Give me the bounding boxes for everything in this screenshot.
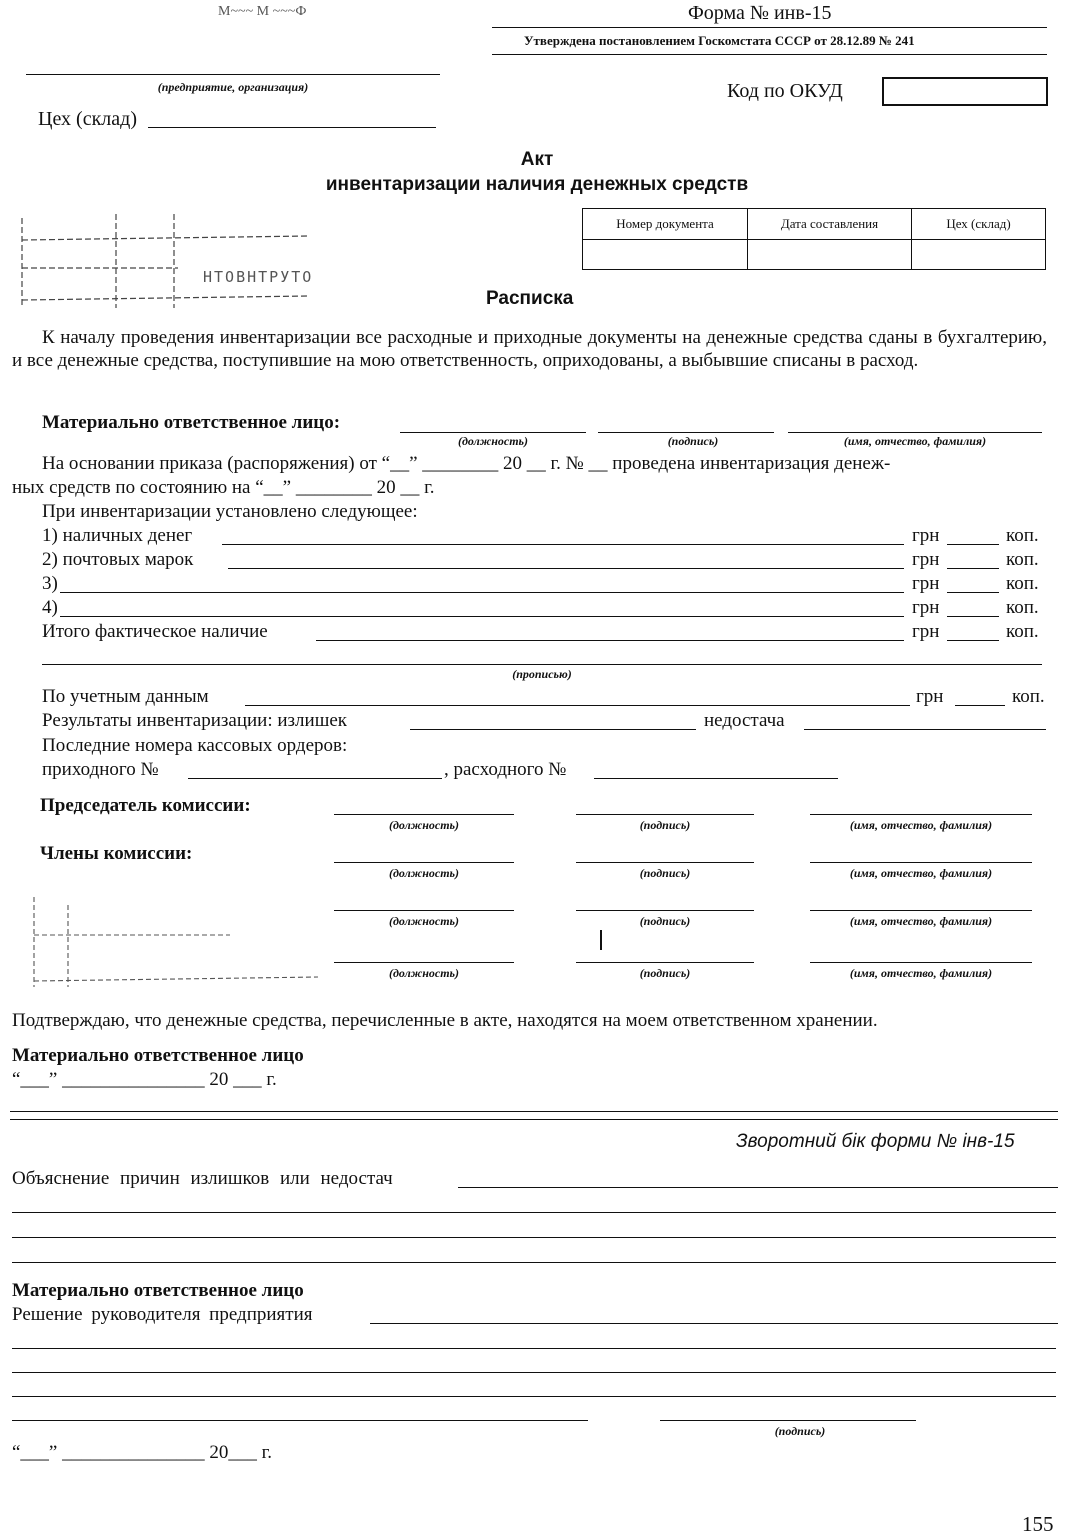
caption-position: (должность) (388, 818, 460, 832)
item-amount-field[interactable] (60, 616, 904, 617)
explanation-field[interactable] (458, 1187, 1058, 1188)
col-doc-number: Номер документа (583, 209, 748, 240)
caption-signature: (подпись) (639, 818, 691, 832)
item-kop-field[interactable] (947, 616, 999, 617)
signature-caption: (подпись) (774, 1424, 826, 1438)
receipt-title: Расписка (486, 288, 574, 309)
total-kop-field[interactable] (947, 640, 999, 641)
item-kop: коп. (1006, 573, 1039, 594)
document-info-table (582, 208, 1046, 270)
caption-name: (имя, отчество, фамилия) (849, 966, 993, 980)
chairman-label: Председатель комиссии: (40, 795, 251, 816)
item-currency: грн (912, 597, 940, 618)
item-label: 4) (42, 597, 58, 618)
doc-number-field[interactable] (583, 240, 748, 270)
last-numbers-label: Последние номера кассовых ордеров: (42, 735, 348, 756)
item-kop: коп. (1006, 525, 1039, 546)
established-label: При инвентаризации установлено следующее: (42, 501, 418, 522)
org-field[interactable] (26, 74, 440, 75)
decision-signature-field[interactable] (660, 1420, 916, 1421)
item-kop-field[interactable] (947, 592, 999, 593)
header-rule (492, 27, 1047, 28)
shortage-label: недостача (704, 710, 785, 731)
caption-signature: (подпись) (639, 866, 691, 880)
item-amount-field[interactable] (222, 544, 904, 545)
item-label: 1) наличных денег (42, 525, 193, 546)
okud-field[interactable] (882, 77, 1048, 106)
item-label: 3) (42, 573, 58, 594)
incoming-label: приходного № (42, 759, 159, 780)
item-currency: грн (912, 525, 940, 546)
caption-name: (имя, отчество, фамилия) (849, 818, 993, 832)
responsible-signature-field[interactable] (598, 432, 774, 433)
item-kop-field[interactable] (947, 568, 999, 569)
caption-signature: (подпись) (639, 966, 691, 980)
member-name-field[interactable] (810, 862, 1032, 863)
caption-position: (должность) (388, 866, 460, 880)
chairman-signature-field[interactable] (576, 814, 754, 815)
decision-line[interactable] (12, 1348, 1056, 1349)
shop-cell-field[interactable] (912, 240, 1046, 270)
outgoing-field[interactable] (594, 778, 838, 779)
caption-name: (имя, отчество, фамилия) (849, 914, 993, 928)
reverse-title: Зворотний бік форми № інв-15 (736, 1131, 1015, 1152)
outgoing-label: , расходного № (444, 759, 567, 780)
accounting-currency: грн (916, 686, 944, 707)
item-kop: коп. (1006, 549, 1039, 570)
explanation-line[interactable] (12, 1212, 1056, 1213)
col-shop: Цех (склад) (912, 209, 1046, 240)
caption-position: (должность) (457, 434, 529, 448)
shortage-field[interactable] (804, 729, 1046, 730)
total-words-field[interactable] (42, 664, 1042, 665)
incoming-field[interactable] (188, 778, 442, 779)
divider-top (10, 1111, 1058, 1112)
form-title: Форма № инв-15 (688, 2, 832, 24)
item-label: 2) почтовых марок (42, 549, 194, 570)
responsible-name-field[interactable] (788, 432, 1042, 433)
accounting-label: По учетным данным (42, 686, 209, 707)
stamp-lines (18, 210, 348, 310)
okud-label: Код по ОКУД (727, 80, 843, 102)
reverse-responsible: Материально ответственное лицо (12, 1280, 304, 1301)
reverse-date: “___” _______________ 20___ г. (12, 1442, 273, 1463)
decision-label: Решение руководителя предприятия (12, 1304, 313, 1325)
members-label: Члены комиссии: (40, 843, 193, 864)
caption-name: (имя, отчество, фамилия) (849, 866, 993, 880)
total-amount-field[interactable] (316, 640, 904, 641)
item-amount-field[interactable] (228, 568, 904, 569)
decision-line[interactable] (12, 1396, 1056, 1397)
shop-field[interactable] (148, 127, 436, 128)
caption-position: (должность) (388, 914, 460, 928)
stamp-lines-lower (30, 895, 320, 990)
chairman-position-field[interactable] (334, 814, 514, 815)
decision-line[interactable] (12, 1420, 588, 1421)
member-position-field[interactable] (334, 910, 514, 911)
header-rule-2 (492, 54, 1047, 55)
shop-label: Цех (склад) (38, 108, 138, 130)
total-currency: грн (912, 621, 940, 642)
act-title: Акт (520, 149, 554, 170)
surplus-field[interactable] (410, 729, 696, 730)
responsible-label: Материально ответственное лицо: (42, 412, 341, 433)
member-signature-field[interactable] (576, 962, 754, 963)
item-kop-field[interactable] (947, 544, 999, 545)
item-currency: грн (912, 549, 940, 570)
confirm-date: “___” _______________ 20 ___ г. (12, 1069, 277, 1090)
member-signature-field[interactable] (576, 910, 754, 911)
decision-line[interactable] (12, 1372, 1056, 1373)
org-caption: (предприятие, организация) (157, 80, 309, 94)
accounting-kop: коп. (1012, 686, 1045, 707)
receipt-text: К началу проведения инвентаризации все расходные и приходные документы на денежные средства сданы в бухгалтерию, и все денежные средства, поступившие на мою ответственность, оприходованы, а выбывшие списаны в расход. (12, 327, 1047, 371)
words-caption: (прописью) (512, 667, 572, 681)
caption-position: (должность) (388, 966, 460, 980)
confirm-text: Подтверждаю, что денежные средства, перечисленные в акте, находятся на моем ответственном хранении. (12, 1010, 878, 1031)
confirm-responsible: Материально ответственное лицо (12, 1045, 304, 1066)
act-subtitle: инвентаризации наличия денежных средств (325, 174, 749, 195)
results-label: Результаты инвентаризации: излишек (42, 710, 347, 731)
explanation-label: Объяснение причин излишков или недостач (12, 1168, 393, 1189)
total-kop: коп. (1006, 621, 1039, 642)
item-currency: грн (912, 573, 940, 594)
member-position-field[interactable] (334, 962, 514, 963)
caption-signature: (подпись) (667, 434, 719, 448)
page-number: 155 (1022, 1512, 1054, 1536)
item-kop: коп. (1006, 597, 1039, 618)
item-amount-field[interactable] (60, 592, 904, 593)
caption-name: (имя, отчество, фамилия) (843, 434, 987, 448)
accounting-amount-field[interactable] (245, 705, 910, 706)
order-line-1: На основании приказа (распоряжения) от “__” ________ 20 __ г. № __ проведена инвентаризация денеж- (42, 453, 891, 474)
chairman-name-field[interactable] (810, 814, 1032, 815)
caption-signature: (подпись) (639, 914, 691, 928)
total-label: Итого фактическое наличие (42, 621, 268, 642)
date-field[interactable] (748, 240, 912, 270)
responsible-position-field[interactable] (400, 432, 586, 433)
stamp-text: НТОВНТРУТО (203, 268, 314, 286)
header-fragment: М~~~ М ~~~Ф (218, 4, 307, 19)
member-name-field[interactable] (810, 962, 1032, 963)
divider-bottom (10, 1119, 1058, 1120)
decision-field[interactable] (370, 1323, 1058, 1324)
approval-note: Утверждена постановлением Госкомстата СССР от 28.12.89 № 241 (524, 33, 915, 48)
order-line-2: ных средств по состоянию на “__” ________ 20 __ г. (12, 477, 435, 498)
accounting-kop-field[interactable] (955, 705, 1005, 706)
explanation-line[interactable] (12, 1237, 1056, 1238)
explanation-line[interactable] (12, 1262, 1056, 1263)
member-name-field[interactable] (810, 910, 1032, 911)
member-signature-field[interactable] (576, 862, 754, 863)
stray-mark (600, 930, 602, 950)
col-date: Дата составления (748, 209, 912, 240)
member-position-field[interactable] (334, 862, 514, 863)
